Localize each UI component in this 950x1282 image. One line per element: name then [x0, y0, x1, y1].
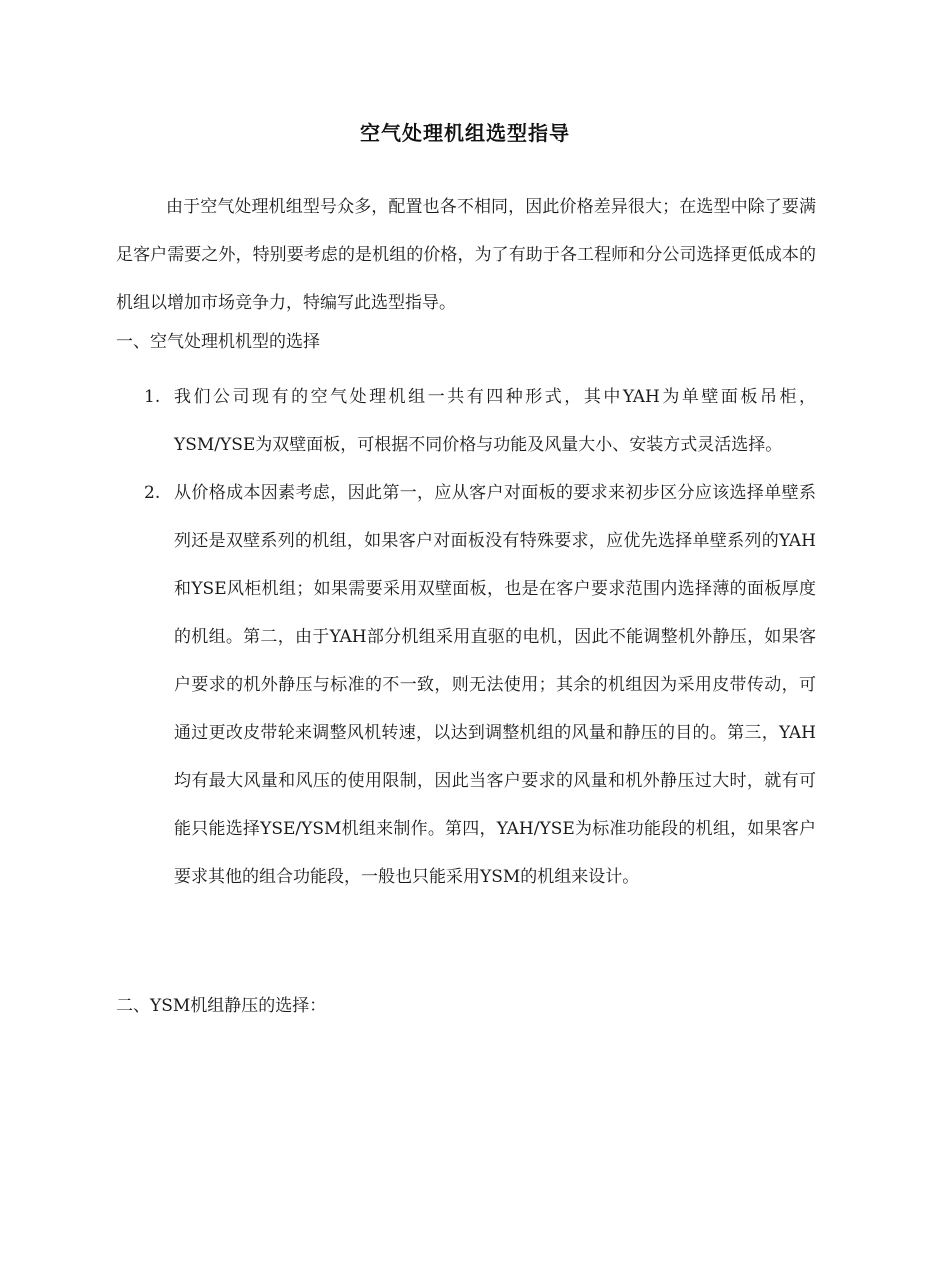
- list-item-text: 从价格成本因素考虑，因此第一，应从客户对面板的要求来初步区分应该选择单壁系列还是双壁系列的机组，如果客户对面板没有特殊要求，应优先选择单壁系列的YAH和YSE风柜机组；如果需要采用双壁面板，也是在客户要求范围内选择薄的面板厚度的机组。第二，由于YAH部分机组采用直驱的电机，因此不能调整机外静压，如果客户要求的机外静压与标准的不一致，则无法使用；其余的机组因为采用皮带传动，可通过更改皮带轮来调整风机转速，以达到调整机组的风量和静压的目的。第三，YAH均有最大风量和风压的使用限制，因此当客户要求的风量和机外静压过大时，就有可能只能选择YSE/YSM机组来制作。第四，YAH/YSE为标准功能段的机组，如果客户要求其他的组合功能段，一般也只能采用YSM的机组来设计。: [174, 483, 816, 887]
- document-title: 空气处理机组选型指导: [360, 121, 570, 145]
- list-item: [116, 373, 816, 469]
- list-item-text: 我们公司现有的空气处理机组一共有四种形式，其中YAH为单壁面板吊柜，YSM/YSE为双壁面板，可根据不同价格与功能及风量大小、安装方式灵活选择。: [174, 387, 816, 455]
- section-heading-2: 二、YSM机组静压的选择：: [116, 996, 327, 1016]
- numbered-list: [116, 373, 816, 901]
- list-item-number: 1.: [144, 387, 161, 407]
- section-heading-1: 一、空气处理机机型的选择: [116, 332, 320, 352]
- intro-paragraph: 由于空气处理机组型号众多，配置也各不相同，因此价格差异很大；在选型中除了要满足客户需要之外，特别要考虑的是机组的价格，为了有助于各工程师和分公司选择更低成本的机组以增加市场竞争力，特编写此选型指导。: [116, 197, 816, 313]
- list-item: [116, 469, 816, 901]
- list-item-number: 2.: [144, 483, 161, 503]
